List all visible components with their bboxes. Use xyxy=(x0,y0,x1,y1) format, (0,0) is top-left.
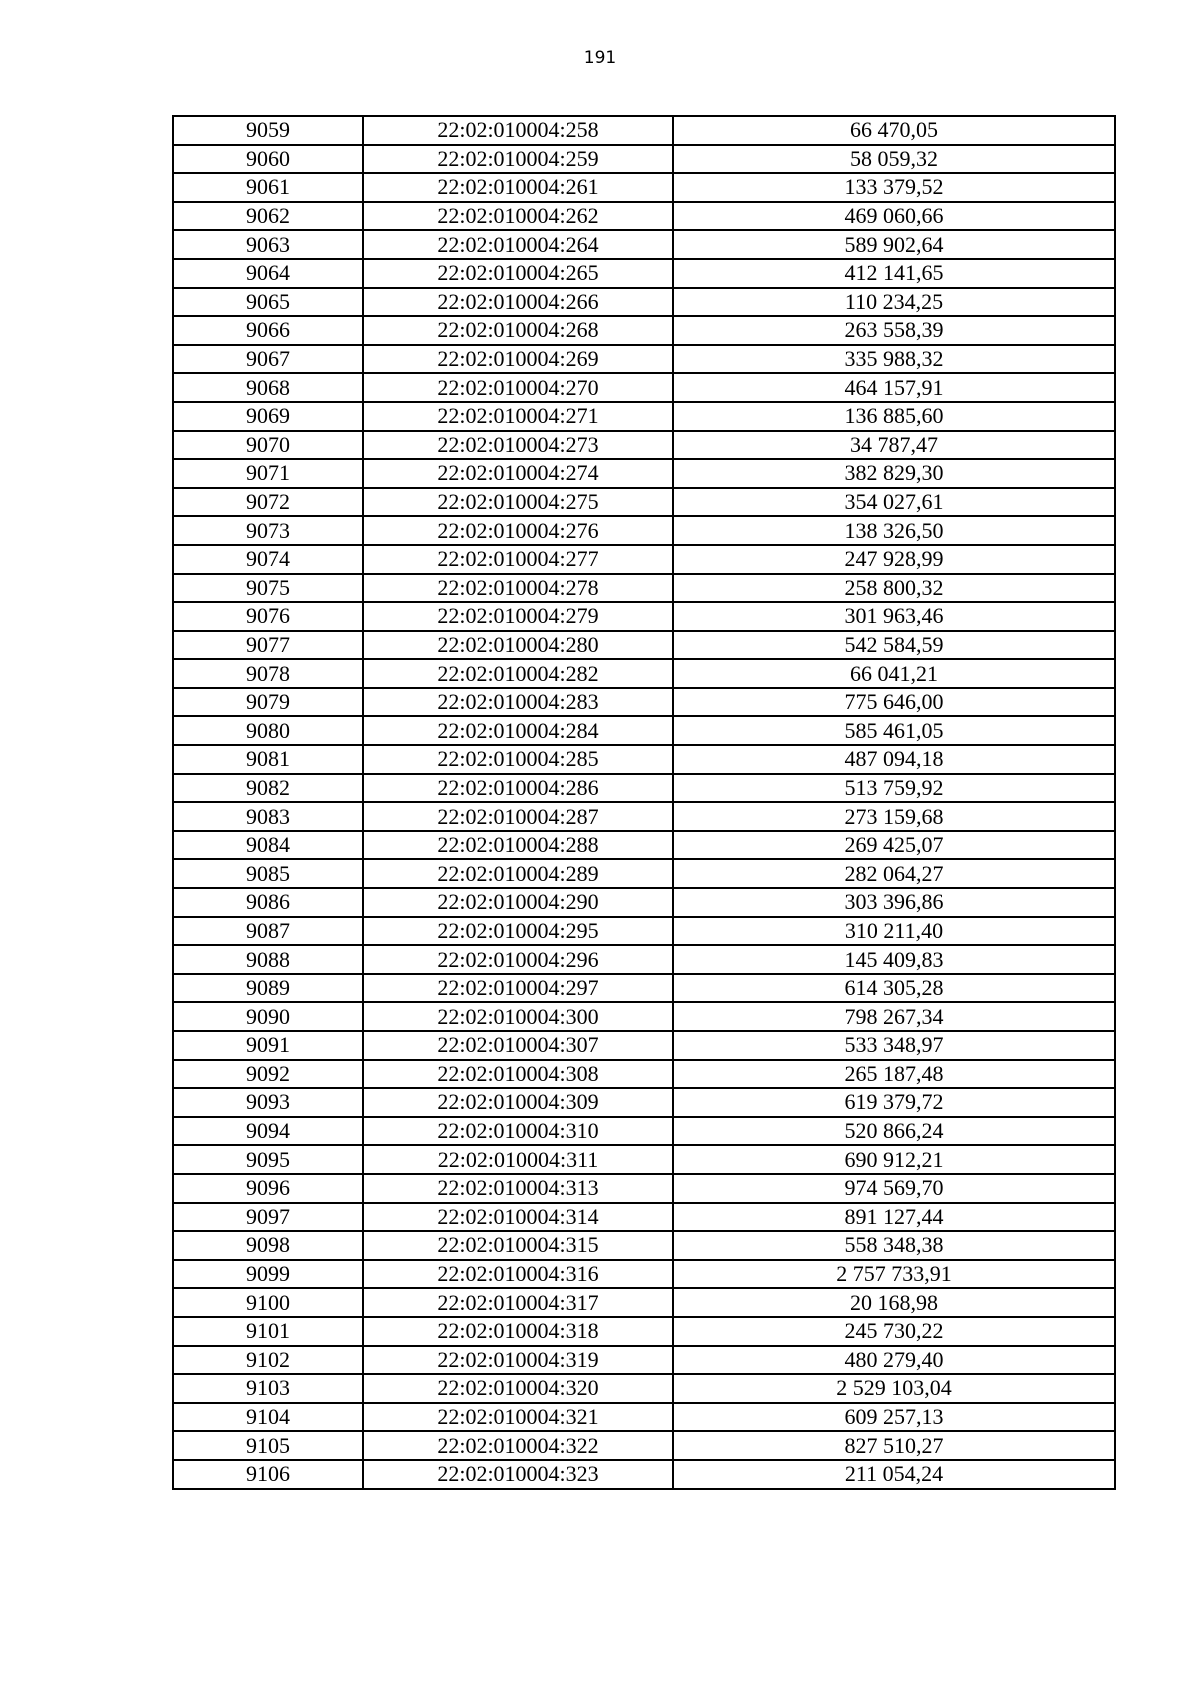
cadastral-value-cell: 138 326,50 xyxy=(673,516,1115,545)
table-row xyxy=(173,802,1115,831)
cadastral-value-cell: 614 305,28 xyxy=(673,974,1115,1003)
cadastral-number-cell: 22:02:010004:282 xyxy=(363,659,673,688)
table-body xyxy=(173,116,1115,1489)
row-number-cell: 9079 xyxy=(173,688,363,717)
cadastral-number-cell: 22:02:010004:297 xyxy=(363,974,673,1003)
table-row xyxy=(173,631,1115,660)
cadastral-number-cell: 22:02:010004:261 xyxy=(363,173,673,202)
table-row xyxy=(173,202,1115,231)
row-number-cell: 9074 xyxy=(173,545,363,574)
row-number-cell: 9060 xyxy=(173,145,363,174)
cadastral-number-cell: 22:02:010004:309 xyxy=(363,1088,673,1117)
cadastral-value-cell: 558 348,38 xyxy=(673,1231,1115,1260)
table-row xyxy=(173,1460,1115,1489)
cadastral-value-cell: 542 584,59 xyxy=(673,631,1115,660)
cadastral-value-cell: 412 141,65 xyxy=(673,259,1115,288)
table-row xyxy=(173,945,1115,974)
table-row xyxy=(173,831,1115,860)
row-number-cell: 9103 xyxy=(173,1374,363,1403)
table-row xyxy=(173,230,1115,259)
cadastral-value-cell: 469 060,66 xyxy=(673,202,1115,231)
cadastral-number-cell: 22:02:010004:268 xyxy=(363,316,673,345)
row-number-cell: 9075 xyxy=(173,574,363,603)
cadastral-value-cell: 269 425,07 xyxy=(673,831,1115,860)
cadastral-value-table xyxy=(172,115,1116,1490)
table-row xyxy=(173,888,1115,917)
table-row xyxy=(173,1002,1115,1031)
cadastral-value-cell: 66 470,05 xyxy=(673,116,1115,145)
cadastral-value-cell: 265 187,48 xyxy=(673,1060,1115,1089)
row-number-cell: 9085 xyxy=(173,859,363,888)
cadastral-value-cell: 464 157,91 xyxy=(673,373,1115,402)
cadastral-value-cell: 247 928,99 xyxy=(673,545,1115,574)
cadastral-number-cell: 22:02:010004:262 xyxy=(363,202,673,231)
cadastral-value-cell: 382 829,30 xyxy=(673,459,1115,488)
cadastral-number-cell: 22:02:010004:269 xyxy=(363,345,673,374)
cadastral-number-cell: 22:02:010004:288 xyxy=(363,831,673,860)
cadastral-number-cell: 22:02:010004:314 xyxy=(363,1203,673,1232)
cadastral-value-cell: 609 257,13 xyxy=(673,1403,1115,1432)
cadastral-number-cell: 22:02:010004:320 xyxy=(363,1374,673,1403)
row-number-cell: 9059 xyxy=(173,116,363,145)
cadastral-value-cell: 258 800,32 xyxy=(673,574,1115,603)
row-number-cell: 9082 xyxy=(173,774,363,803)
cadastral-number-cell: 22:02:010004:283 xyxy=(363,688,673,717)
table-row xyxy=(173,745,1115,774)
table-row xyxy=(173,602,1115,631)
table-row xyxy=(173,145,1115,174)
row-number-cell: 9065 xyxy=(173,288,363,317)
page-number: 191 xyxy=(583,48,617,68)
cadastral-value-cell: 520 866,24 xyxy=(673,1117,1115,1146)
cadastral-number-cell: 22:02:010004:295 xyxy=(363,917,673,946)
cadastral-number-cell: 22:02:010004:300 xyxy=(363,1002,673,1031)
table-row xyxy=(173,1088,1115,1117)
cadastral-number-cell: 22:02:010004:316 xyxy=(363,1260,673,1289)
row-number-cell: 9083 xyxy=(173,802,363,831)
table-row xyxy=(173,431,1115,460)
table-row xyxy=(173,774,1115,803)
table-row xyxy=(173,574,1115,603)
cadastral-value-cell: 974 569,70 xyxy=(673,1174,1115,1203)
cadastral-number-cell: 22:02:010004:276 xyxy=(363,516,673,545)
table-row xyxy=(173,373,1115,402)
table-row xyxy=(173,545,1115,574)
row-number-cell: 9080 xyxy=(173,716,363,745)
cadastral-value-cell: 110 234,25 xyxy=(673,288,1115,317)
cadastral-value-cell: 20 168,98 xyxy=(673,1288,1115,1317)
table-row xyxy=(173,288,1115,317)
table-row xyxy=(173,402,1115,431)
row-number-cell: 9069 xyxy=(173,402,363,431)
cadastral-number-cell: 22:02:010004:266 xyxy=(363,288,673,317)
cadastral-number-cell: 22:02:010004:278 xyxy=(363,574,673,603)
row-number-cell: 9105 xyxy=(173,1431,363,1460)
cadastral-number-cell: 22:02:010004:313 xyxy=(363,1174,673,1203)
cadastral-value-cell: 66 041,21 xyxy=(673,659,1115,688)
row-number-cell: 9078 xyxy=(173,659,363,688)
table-row xyxy=(173,116,1115,145)
row-number-cell: 9077 xyxy=(173,631,363,660)
row-number-cell: 9093 xyxy=(173,1088,363,1117)
row-number-cell: 9104 xyxy=(173,1403,363,1432)
cadastral-value-cell: 301 963,46 xyxy=(673,602,1115,631)
table-row xyxy=(173,688,1115,717)
row-number-cell: 9106 xyxy=(173,1460,363,1489)
cadastral-number-cell: 22:02:010004:290 xyxy=(363,888,673,917)
cadastral-value-cell: 585 461,05 xyxy=(673,716,1115,745)
cadastral-value-cell: 263 558,39 xyxy=(673,316,1115,345)
cadastral-value-cell: 133 379,52 xyxy=(673,173,1115,202)
cadastral-number-cell: 22:02:010004:275 xyxy=(363,488,673,517)
cadastral-number-cell: 22:02:010004:296 xyxy=(363,945,673,974)
table-row xyxy=(173,716,1115,745)
cadastral-number-cell: 22:02:010004:322 xyxy=(363,1431,673,1460)
table-row xyxy=(173,1374,1115,1403)
row-number-cell: 9061 xyxy=(173,173,363,202)
table-row xyxy=(173,917,1115,946)
row-number-cell: 9092 xyxy=(173,1060,363,1089)
cadastral-value-cell: 34 787,47 xyxy=(673,431,1115,460)
cadastral-value-cell: 335 988,32 xyxy=(673,345,1115,374)
cadastral-value-cell: 310 211,40 xyxy=(673,917,1115,946)
cadastral-number-cell: 22:02:010004:315 xyxy=(363,1231,673,1260)
cadastral-number-cell: 22:02:010004:270 xyxy=(363,373,673,402)
cadastral-number-cell: 22:02:010004:285 xyxy=(363,745,673,774)
row-number-cell: 9099 xyxy=(173,1260,363,1289)
table-row xyxy=(173,659,1115,688)
cadastral-number-cell: 22:02:010004:277 xyxy=(363,545,673,574)
row-number-cell: 9071 xyxy=(173,459,363,488)
cadastral-value-cell: 58 059,32 xyxy=(673,145,1115,174)
cadastral-number-cell: 22:02:010004:258 xyxy=(363,116,673,145)
cadastral-number-cell: 22:02:010004:289 xyxy=(363,859,673,888)
cadastral-number-cell: 22:02:010004:280 xyxy=(363,631,673,660)
table-row xyxy=(173,859,1115,888)
row-number-cell: 9097 xyxy=(173,1203,363,1232)
cadastral-value-cell: 487 094,18 xyxy=(673,745,1115,774)
cadastral-value-cell: 891 127,44 xyxy=(673,1203,1115,1232)
cadastral-value-cell: 690 912,21 xyxy=(673,1145,1115,1174)
table-row xyxy=(173,1174,1115,1203)
row-number-cell: 9087 xyxy=(173,917,363,946)
row-number-cell: 9064 xyxy=(173,259,363,288)
row-number-cell: 9101 xyxy=(173,1317,363,1346)
table-row xyxy=(173,1260,1115,1289)
cadastral-value-cell: 303 396,86 xyxy=(673,888,1115,917)
cadastral-value-cell: 273 159,68 xyxy=(673,802,1115,831)
cadastral-value-cell: 589 902,64 xyxy=(673,230,1115,259)
row-number-cell: 9076 xyxy=(173,602,363,631)
table-row xyxy=(173,488,1115,517)
row-number-cell: 9089 xyxy=(173,974,363,1003)
table-row xyxy=(173,1031,1115,1060)
row-number-cell: 9062 xyxy=(173,202,363,231)
cadastral-value-cell: 775 646,00 xyxy=(673,688,1115,717)
row-number-cell: 9081 xyxy=(173,745,363,774)
cadastral-number-cell: 22:02:010004:259 xyxy=(363,145,673,174)
table-row xyxy=(173,1403,1115,1432)
row-number-cell: 9073 xyxy=(173,516,363,545)
cadastral-value-cell: 145 409,83 xyxy=(673,945,1115,974)
cadastral-number-cell: 22:02:010004:307 xyxy=(363,1031,673,1060)
cadastral-number-cell: 22:02:010004:274 xyxy=(363,459,673,488)
cadastral-number-cell: 22:02:010004:319 xyxy=(363,1346,673,1375)
table-row xyxy=(173,1346,1115,1375)
table-row xyxy=(173,1431,1115,1460)
table-row xyxy=(173,1117,1115,1146)
cadastral-number-cell: 22:02:010004:323 xyxy=(363,1460,673,1489)
cadastral-number-cell: 22:02:010004:284 xyxy=(363,716,673,745)
table-row xyxy=(173,1203,1115,1232)
cadastral-value-cell: 136 885,60 xyxy=(673,402,1115,431)
cadastral-number-cell: 22:02:010004:265 xyxy=(363,259,673,288)
table-row xyxy=(173,459,1115,488)
table-row xyxy=(173,1060,1115,1089)
row-number-cell: 9068 xyxy=(173,373,363,402)
cadastral-value-cell: 245 730,22 xyxy=(673,1317,1115,1346)
row-number-cell: 9084 xyxy=(173,831,363,860)
table-row xyxy=(173,974,1115,1003)
row-number-cell: 9066 xyxy=(173,316,363,345)
cadastral-value-cell: 2 529 103,04 xyxy=(673,1374,1115,1403)
row-number-cell: 9090 xyxy=(173,1002,363,1031)
row-number-cell: 9095 xyxy=(173,1145,363,1174)
cadastral-number-cell: 22:02:010004:317 xyxy=(363,1288,673,1317)
table-row xyxy=(173,1231,1115,1260)
row-number-cell: 9070 xyxy=(173,431,363,460)
table-row xyxy=(173,316,1115,345)
cadastral-number-cell: 22:02:010004:318 xyxy=(363,1317,673,1346)
table-row xyxy=(173,1145,1115,1174)
row-number-cell: 9096 xyxy=(173,1174,363,1203)
row-number-cell: 9094 xyxy=(173,1117,363,1146)
table-row xyxy=(173,1288,1115,1317)
row-number-cell: 9088 xyxy=(173,945,363,974)
table-row xyxy=(173,259,1115,288)
row-number-cell: 9091 xyxy=(173,1031,363,1060)
cadastral-value-cell: 2 757 733,91 xyxy=(673,1260,1115,1289)
cadastral-value-cell: 480 279,40 xyxy=(673,1346,1115,1375)
cadastral-value-cell: 827 510,27 xyxy=(673,1431,1115,1460)
cadastral-number-cell: 22:02:010004:287 xyxy=(363,802,673,831)
table-row xyxy=(173,173,1115,202)
cadastral-number-cell: 22:02:010004:311 xyxy=(363,1145,673,1174)
row-number-cell: 9100 xyxy=(173,1288,363,1317)
cadastral-number-cell: 22:02:010004:273 xyxy=(363,431,673,460)
cadastral-number-cell: 22:02:010004:279 xyxy=(363,602,673,631)
cadastral-value-cell: 354 027,61 xyxy=(673,488,1115,517)
row-number-cell: 9098 xyxy=(173,1231,363,1260)
cadastral-value-cell: 513 759,92 xyxy=(673,774,1115,803)
cadastral-number-cell: 22:02:010004:321 xyxy=(363,1403,673,1432)
row-number-cell: 9086 xyxy=(173,888,363,917)
table-row xyxy=(173,1317,1115,1346)
cadastral-value-cell: 533 348,97 xyxy=(673,1031,1115,1060)
cadastral-value-cell: 211 054,24 xyxy=(673,1460,1115,1489)
cadastral-value-cell: 619 379,72 xyxy=(673,1088,1115,1117)
cadastral-number-cell: 22:02:010004:271 xyxy=(363,402,673,431)
row-number-cell: 9102 xyxy=(173,1346,363,1375)
row-number-cell: 9063 xyxy=(173,230,363,259)
table-row xyxy=(173,345,1115,374)
table-row xyxy=(173,516,1115,545)
cadastral-value-cell: 282 064,27 xyxy=(673,859,1115,888)
cadastral-number-cell: 22:02:010004:310 xyxy=(363,1117,673,1146)
cadastral-value-cell: 798 267,34 xyxy=(673,1002,1115,1031)
cadastral-number-cell: 22:02:010004:264 xyxy=(363,230,673,259)
row-number-cell: 9067 xyxy=(173,345,363,374)
row-number-cell: 9072 xyxy=(173,488,363,517)
cadastral-number-cell: 22:02:010004:308 xyxy=(363,1060,673,1089)
cadastral-number-cell: 22:02:010004:286 xyxy=(363,774,673,803)
